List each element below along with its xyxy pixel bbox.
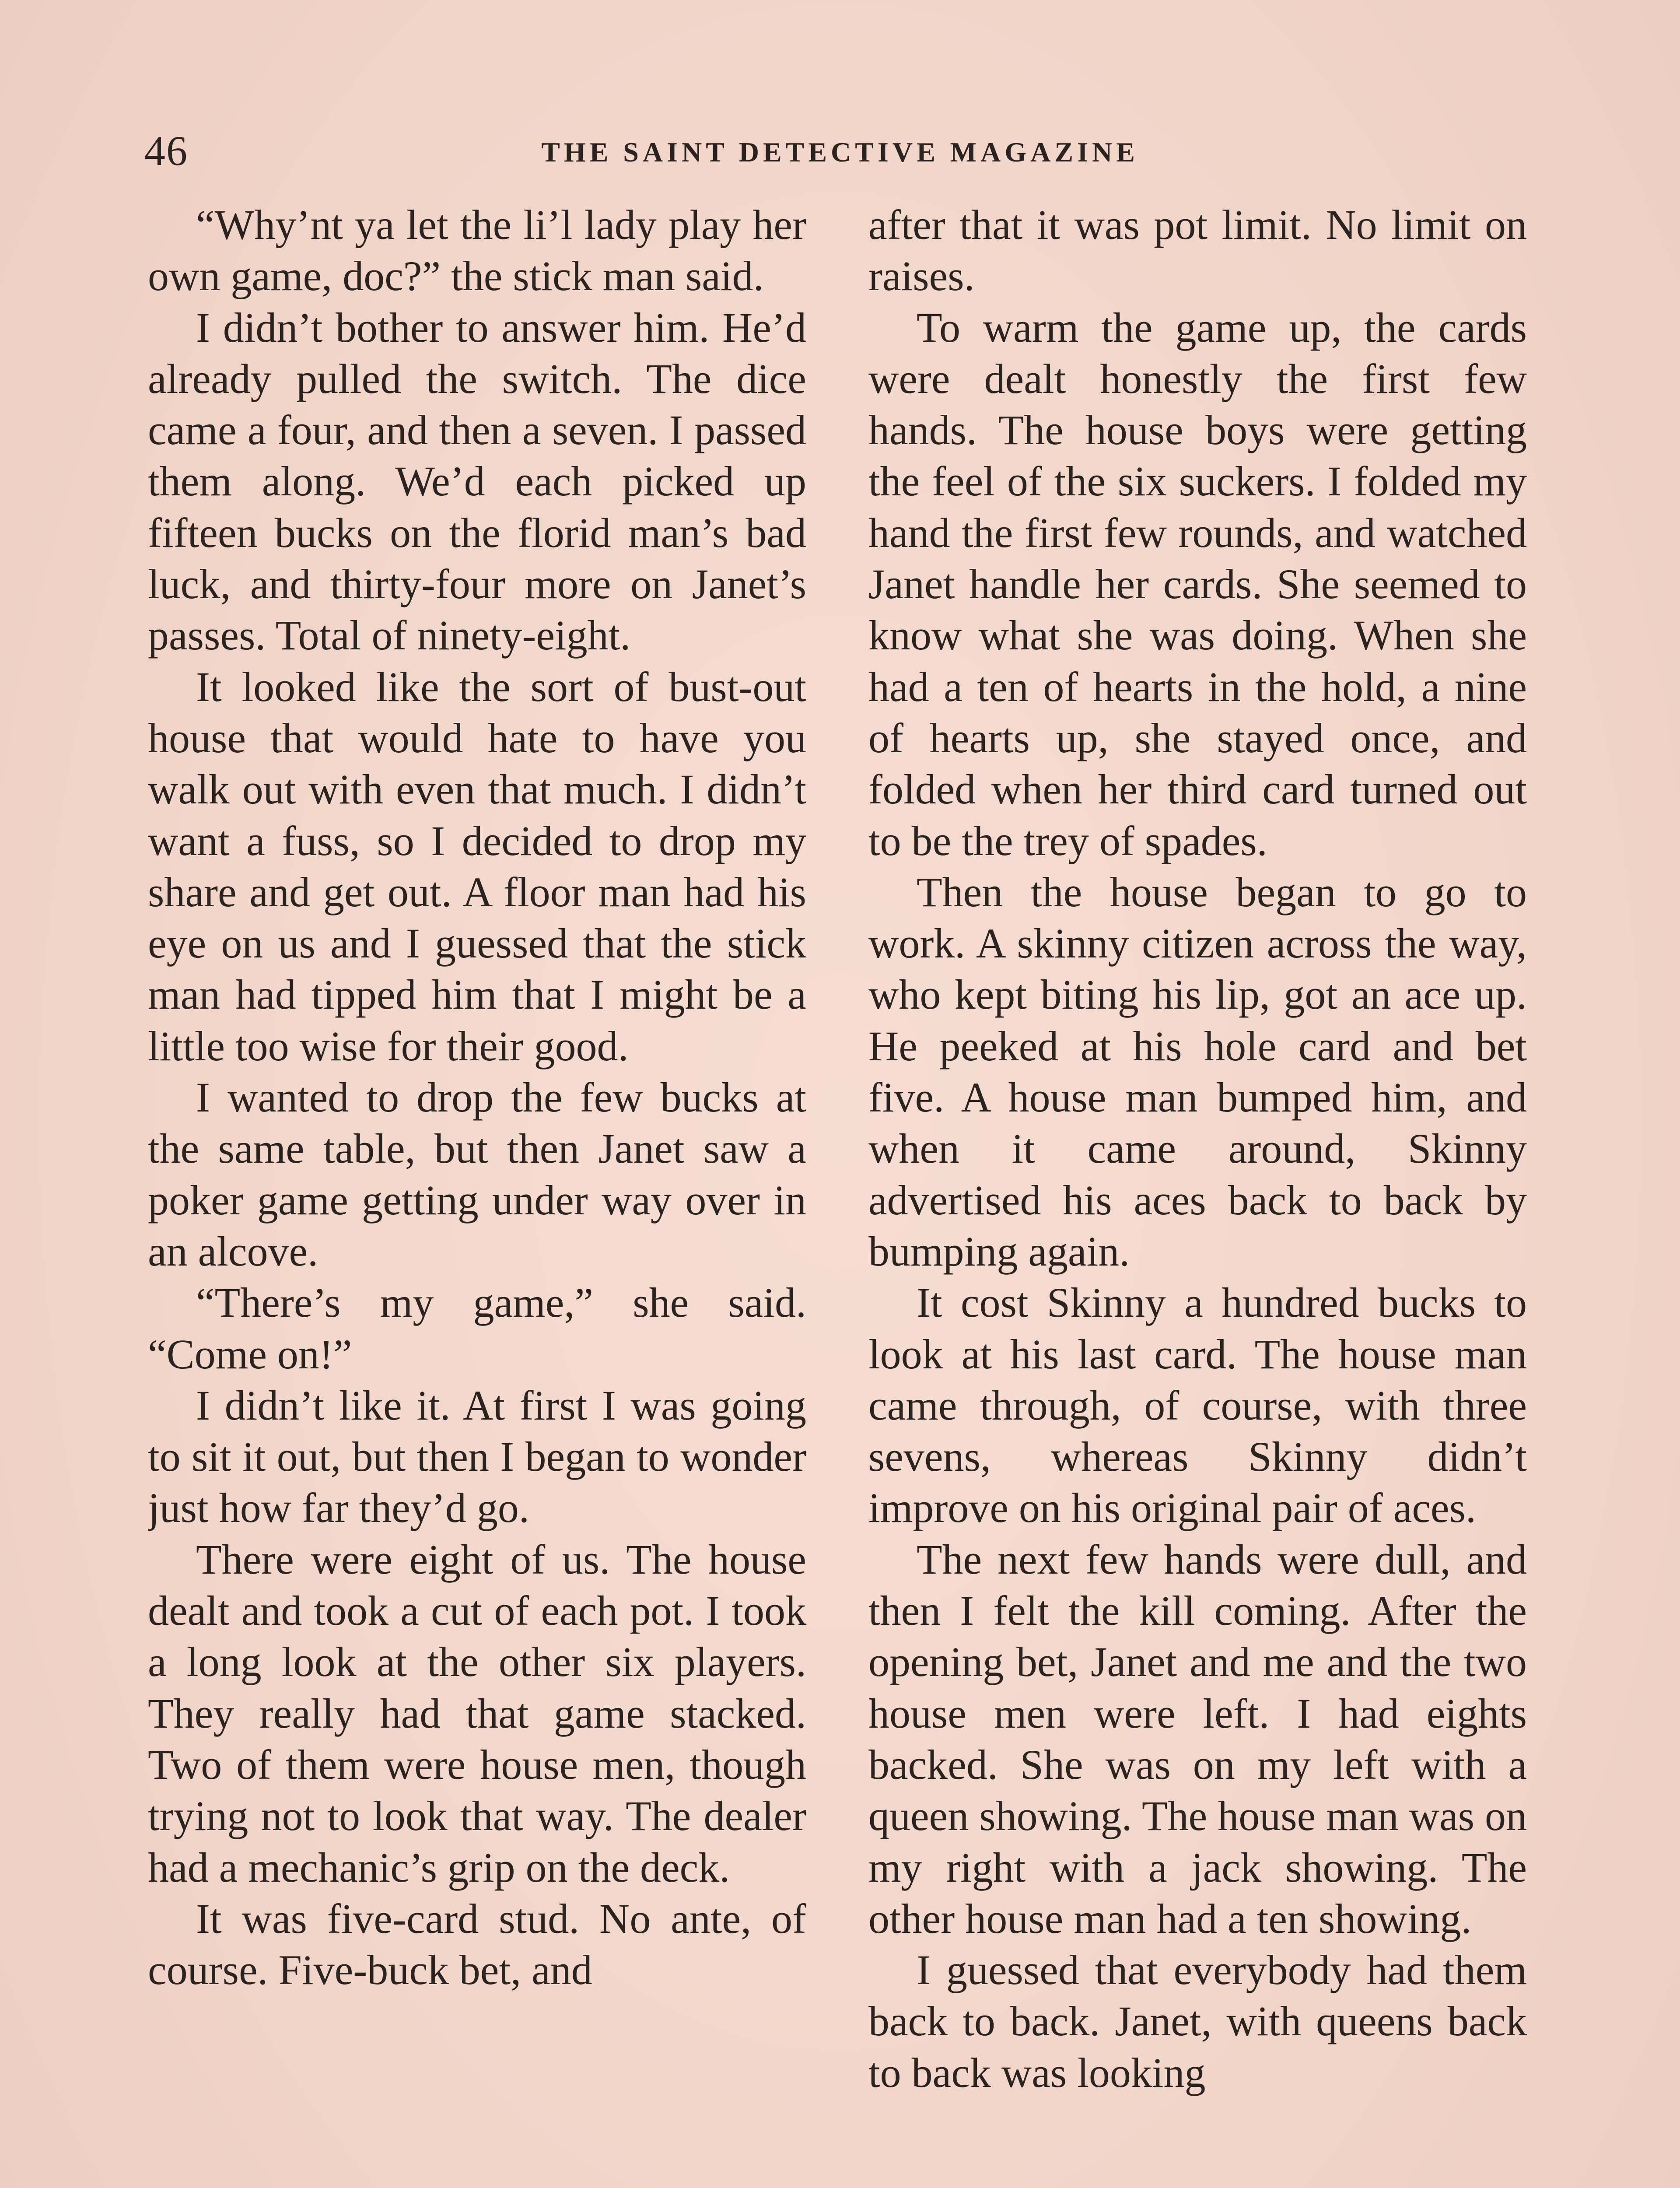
paragraph: “Why’nt ya let the li’l lady play her own game, doc?” the stick man said. <box>148 201 806 300</box>
paragraph: “There’s my game,” she said. “Come on!” <box>148 1279 806 1378</box>
left-column <box>148 199 806 2188</box>
paragraph: Then the house began to go to work. A skinny citizen across the way, who kept biting his lip, got an ace up. He peeked at his hole card and bet five. A house man bumped him, and when it came around, Skinny advertised his aces back to back by bumping again. <box>868 868 1527 1275</box>
page-header <box>144 127 1536 175</box>
paragraph: It looked like the sort of bust-out house that would hate to have you walk out with even that much. I didn’t want a fuss, so I decided to drop my share and get out. A floor man had his eye on us and I guessed that the stick man had tipped him that I might be a little too wise for their good. <box>148 663 806 1069</box>
paragraph: It cost Skinny a hundred bucks to look at his last card. The house man came through, of course, with three sevens, whereas Skinny didn’t improve on his original pair of aces. <box>868 1279 1527 1532</box>
page-number: 46 <box>144 127 188 174</box>
paragraph-continued: after that it was pot limit. No limit on raises. <box>868 201 1527 300</box>
paragraph: It was five-card stud. No ante, of course. Five-buck bet, and <box>148 1895 806 1994</box>
paragraph: To warm the game up, the cards were dealt honestly the first few hands. The house boys were getting the feel of the six suckers. I folded my hand the first few rounds, and watched Janet handle her cards. She seemed to know what she was doing. When she had a ten of hearts in the hold, a nine of hearts up, she stayed once, and folded when her third card turned out to be the trey of spades. <box>868 304 1527 864</box>
running-title: THE SAINT DETECTIVE MAGAZINE <box>541 137 1139 168</box>
paragraph: I didn’t like it. At first I was going to sit it out, but then I began to wonder just how far they’d go. <box>148 1382 806 1532</box>
paragraph: I wanted to drop the few bucks at the same table, but then Janet saw a poker game getting under way over in an alcove. <box>148 1074 806 1275</box>
paragraph: I guessed that everybody had them back to back. Janet, with queens back to back was looking <box>868 1946 1527 2096</box>
paragraph: I didn’t bother to answer him. He’d already pulled the switch. The dice came a four, and then a seven. I passed them along. We’d each picked up fifteen bucks on the florid man’s bad luck, and thirty-four more on Janet’s passes. Total of ninety-eight. <box>148 304 806 659</box>
paragraph: There were eight of us. The house dealt and took a cut of each pot. I took a long look at the other six players. They really had that game stacked. Two of them were house men, though trying not to look that way. The dealer had a mechanic’s grip on the deck. <box>148 1536 806 1891</box>
right-column <box>868 199 1527 2188</box>
paragraph: The next few hands were dull, and then I felt the kill coming. After the opening bet, Janet and me and the two house men were left. I had eights backed. She was on my left with a queen showing. The house man was on my right with a jack showing. The other house man had a ten showing. <box>868 1536 1527 1942</box>
